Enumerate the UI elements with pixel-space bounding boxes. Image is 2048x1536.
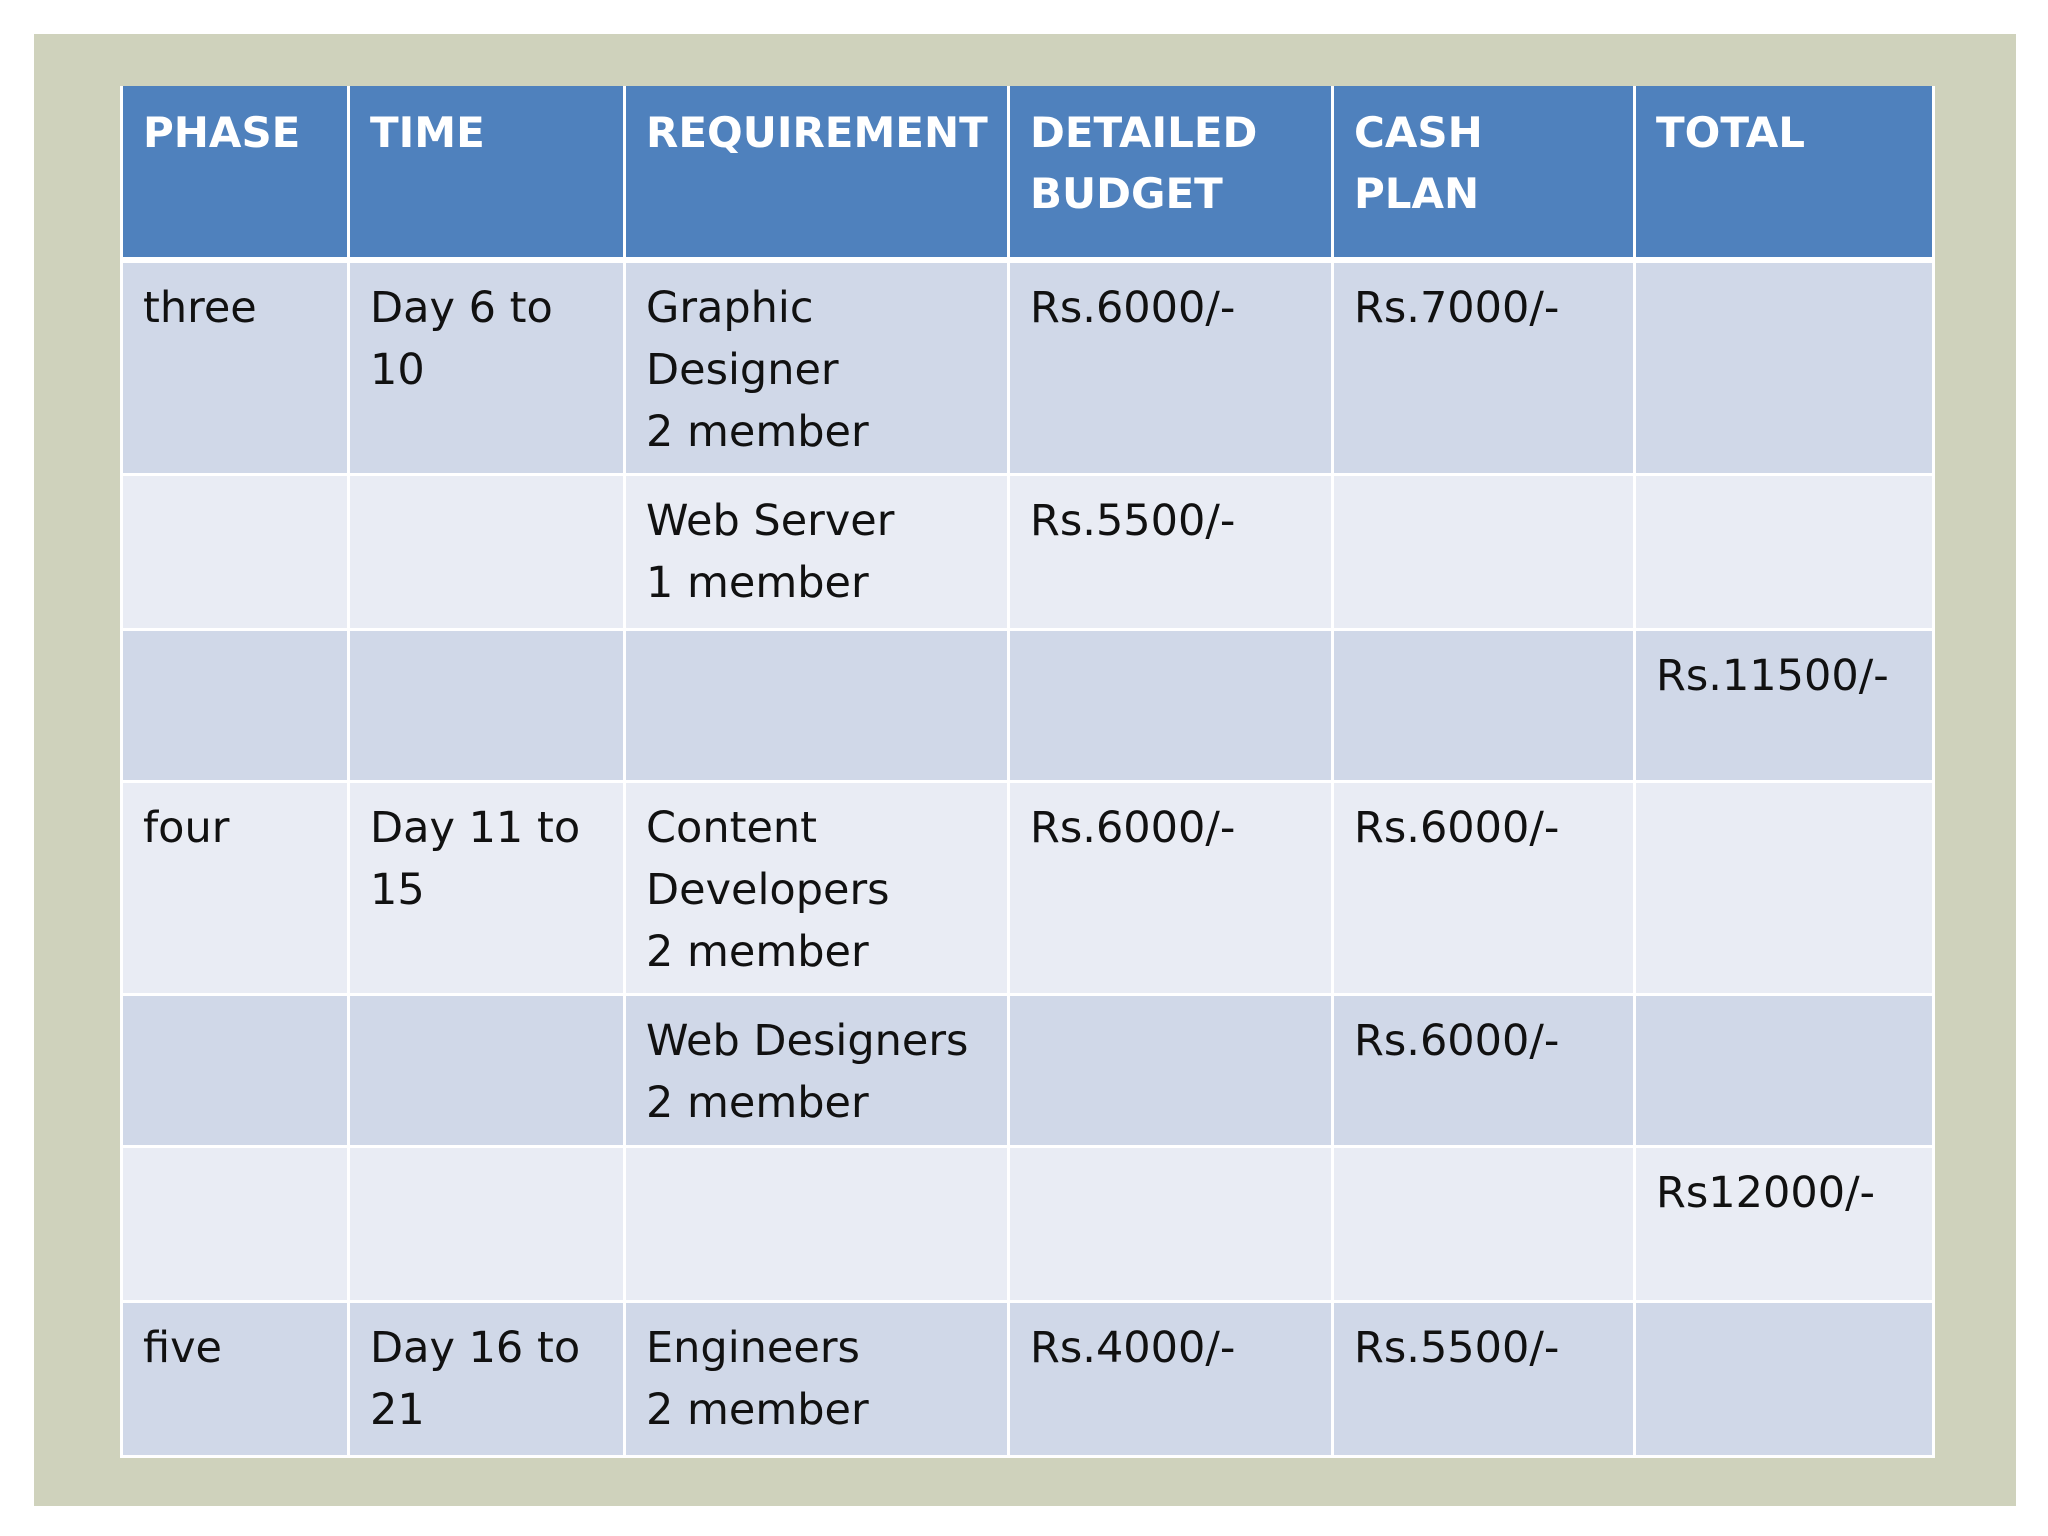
cell-cash-plan: Rs.5500/-: [1333, 1302, 1635, 1457]
cell-cash-plan: [1333, 1147, 1635, 1302]
cell-requirement: Web Server 1 member: [625, 475, 1009, 630]
table-row: [122, 475, 1934, 630]
header-row: [122, 86, 1934, 260]
cell-time: [349, 1147, 625, 1302]
cell-phase: four: [122, 782, 349, 995]
cell-detailed-budget: Rs.5500/-: [1009, 475, 1333, 630]
table-row: [122, 260, 1934, 475]
cell-cash-plan: Rs.6000/-: [1333, 995, 1635, 1147]
budget-table: [120, 86, 1935, 1458]
header-phase: PHASE: [122, 86, 349, 260]
cell-detailed-budget: [1009, 1147, 1333, 1302]
table-body: [122, 260, 1934, 1457]
table-row: [122, 1302, 1934, 1457]
cell-time: [349, 995, 625, 1147]
slide-background: [34, 34, 2016, 1506]
cell-detailed-budget: Rs.4000/-: [1009, 1302, 1333, 1457]
cell-requirement: [625, 1147, 1009, 1302]
table-row: [122, 630, 1934, 782]
cell-cash-plan: [1333, 630, 1635, 782]
cell-phase: [122, 995, 349, 1147]
cell-detailed-budget: Rs.6000/-: [1009, 260, 1333, 475]
cell-detailed-budget: [1009, 995, 1333, 1147]
cell-total: [1635, 475, 1934, 630]
cell-time: Day 16 to 21: [349, 1302, 625, 1457]
header-detailed-budget: DETAILED BUDGET: [1009, 86, 1333, 260]
table-row: [122, 1147, 1934, 1302]
cell-phase: five: [122, 1302, 349, 1457]
cell-detailed-budget: Rs.6000/-: [1009, 782, 1333, 995]
header-time: TIME: [349, 86, 625, 260]
cell-detailed-budget: [1009, 630, 1333, 782]
cell-phase: [122, 1147, 349, 1302]
cell-total: Rs12000/-: [1635, 1147, 1934, 1302]
cell-total: [1635, 1302, 1934, 1457]
cell-requirement: Content Developers 2 member: [625, 782, 1009, 995]
table-row: [122, 782, 1934, 995]
cell-cash-plan: Rs.6000/-: [1333, 782, 1635, 995]
cell-total: Rs.11500/-: [1635, 630, 1934, 782]
cell-total: [1635, 782, 1934, 995]
cell-phase: [122, 630, 349, 782]
cell-cash-plan: Rs.7000/-: [1333, 260, 1635, 475]
cell-time: Day 11 to 15: [349, 782, 625, 995]
cell-time: [349, 630, 625, 782]
cell-time: Day 6 to 10: [349, 260, 625, 475]
cell-phase: three: [122, 260, 349, 475]
table-row: [122, 995, 1934, 1147]
cell-requirement: Web Designers 2 member: [625, 995, 1009, 1147]
header-requirement: REQUIREMENT: [625, 86, 1009, 260]
cell-total: [1635, 995, 1934, 1147]
cell-total: [1635, 260, 1934, 475]
header-total: TOTAL: [1635, 86, 1934, 260]
cell-requirement: [625, 630, 1009, 782]
header-cash-plan: CASH PLAN: [1333, 86, 1635, 260]
cell-requirement: Graphic Designer 2 member: [625, 260, 1009, 475]
cell-cash-plan: [1333, 475, 1635, 630]
cell-time: [349, 475, 625, 630]
cell-requirement: Engineers 2 member: [625, 1302, 1009, 1457]
cell-phase: [122, 475, 349, 630]
table-header: [122, 86, 1934, 260]
